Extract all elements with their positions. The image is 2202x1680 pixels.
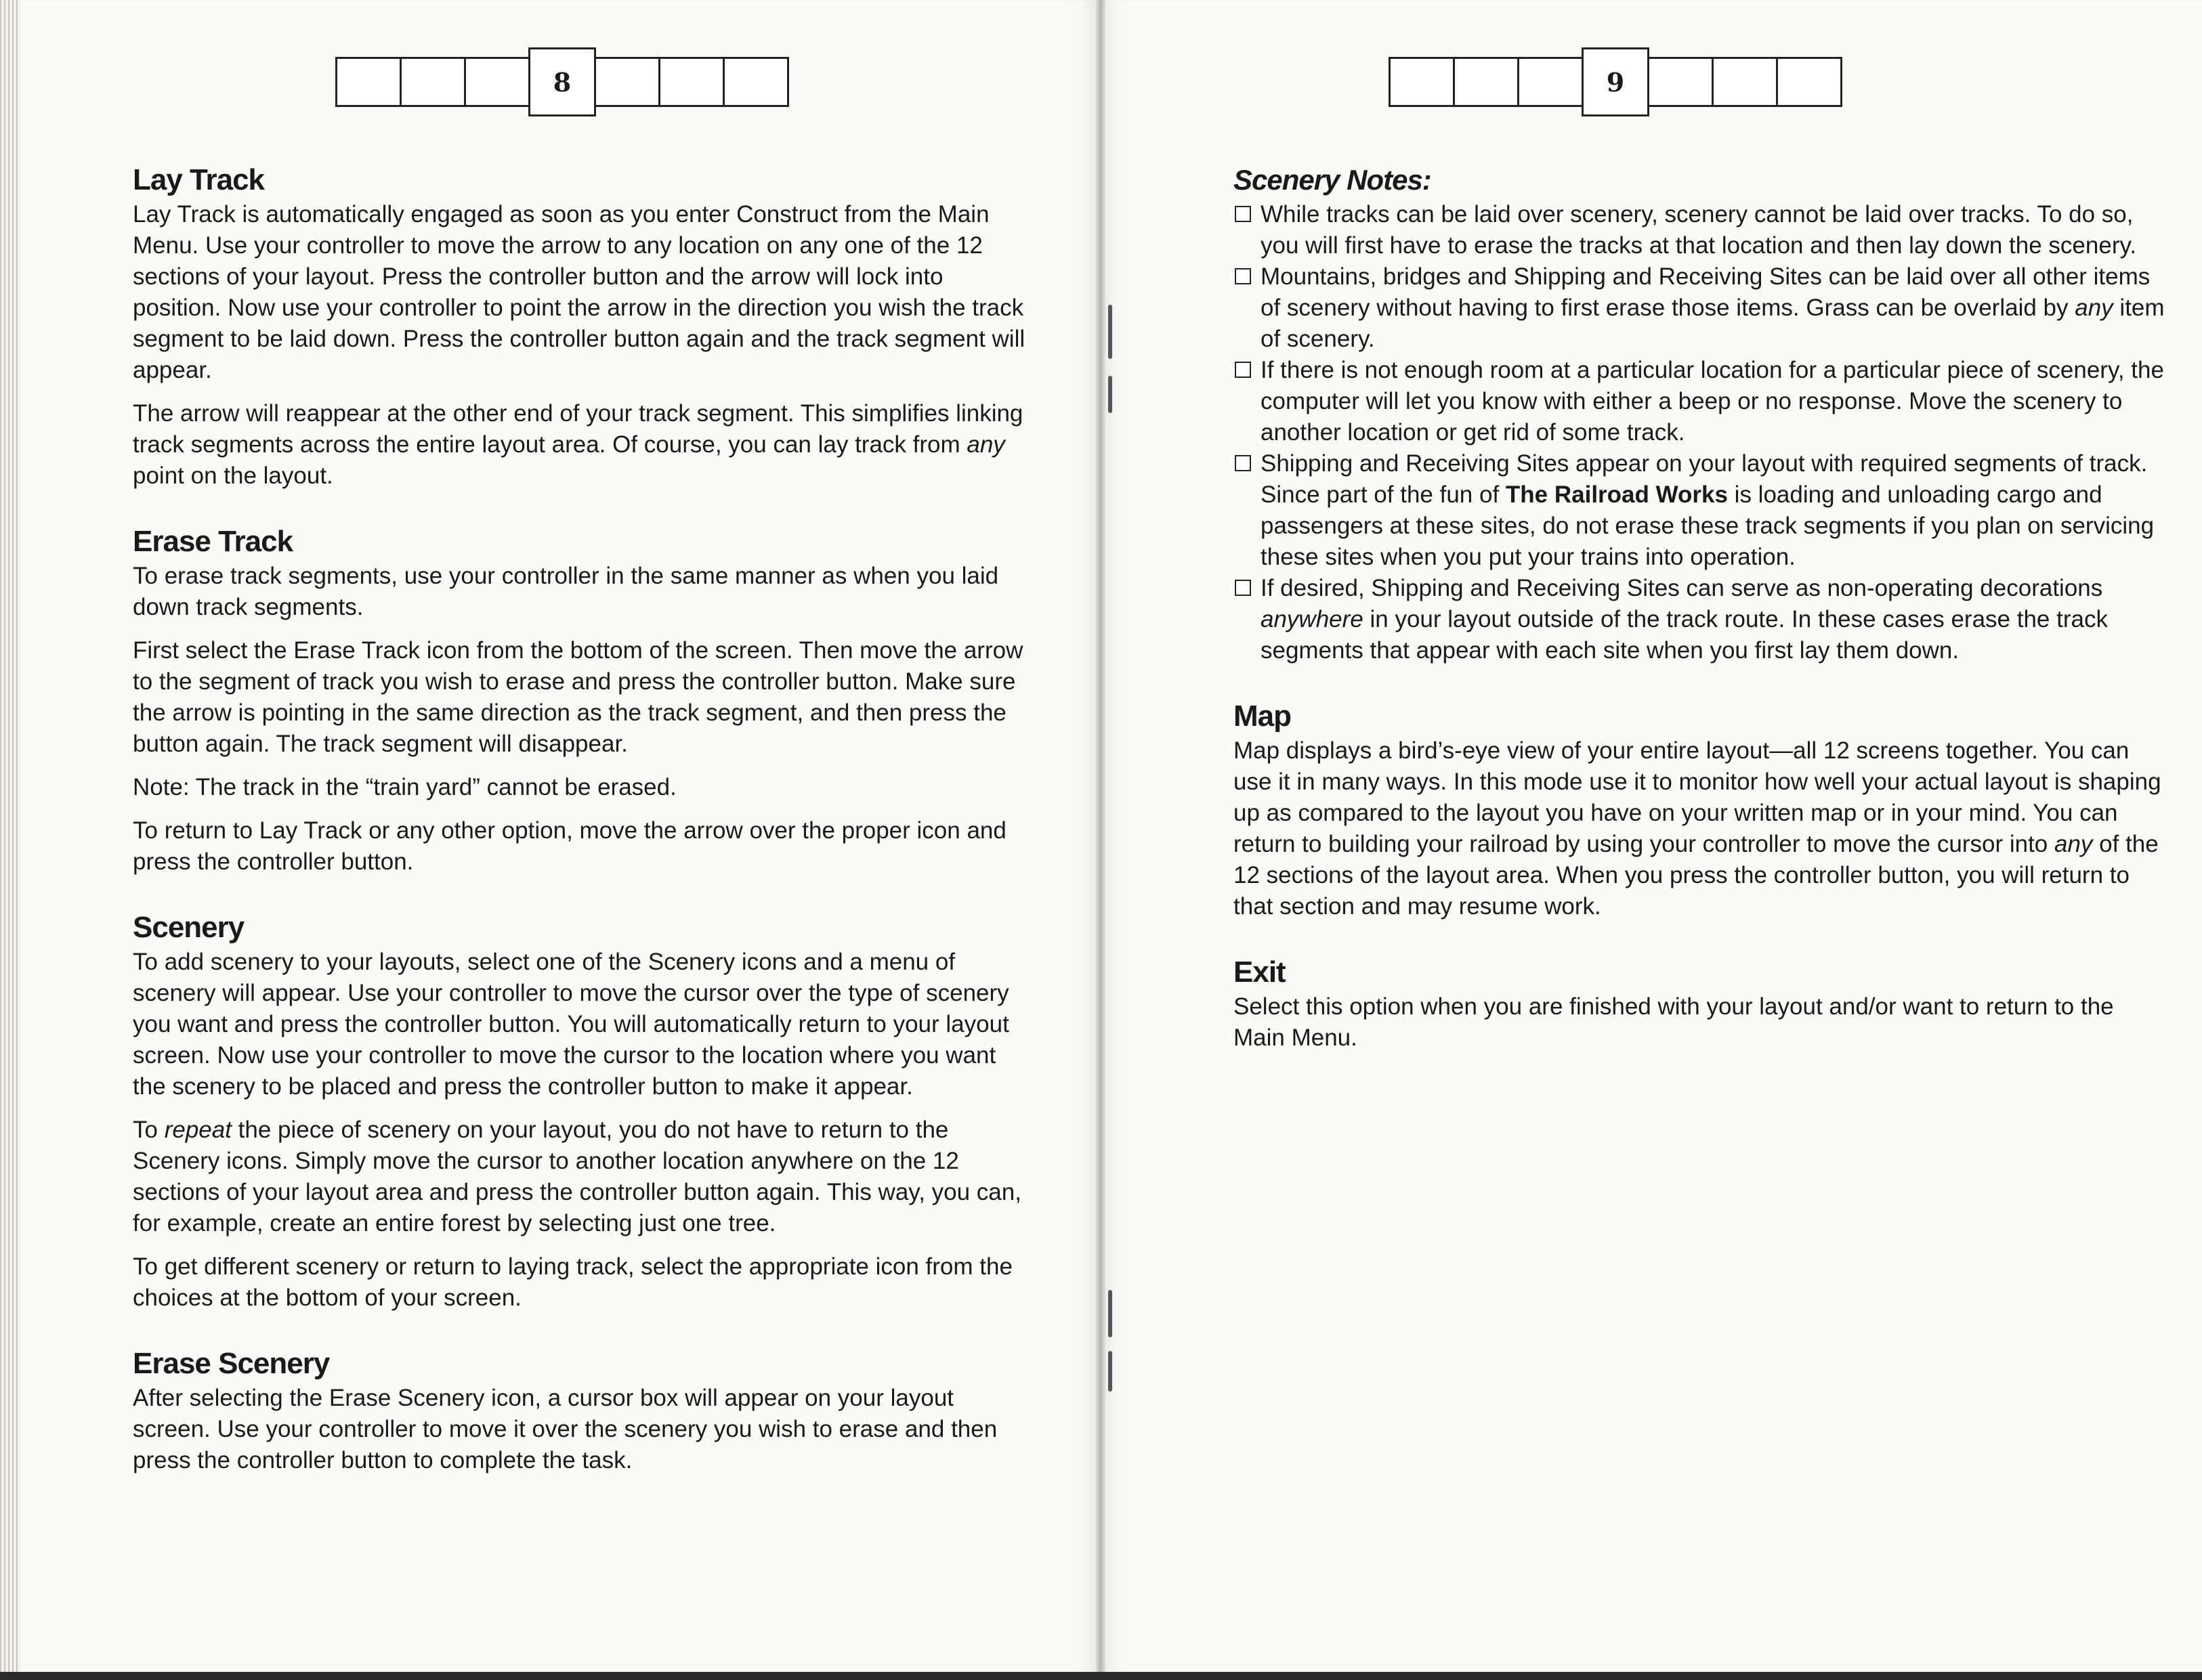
page-number-header [337, 47, 789, 116]
list-item [1233, 448, 2168, 573]
paragraph [1233, 735, 2168, 922]
text: To [133, 1117, 165, 1143]
paragraph [133, 1115, 1027, 1239]
page-number: 9 [1582, 47, 1649, 116]
header-cell [1712, 57, 1778, 107]
paragraph: To add scenery to your layouts, select one of the Scenery icons and a menu of scenery will appear. Use your controller to move the cursor over the type of scenery you want and press the controller button. You will automatically return to your layout screen. Now use your controller to move the cursor to the location where you want the scenery to be placed and press the controller button to make it appear. [133, 949, 1009, 1100]
right-column [1233, 161, 2168, 1085]
staple [1108, 1351, 1112, 1392]
paragraph: To erase track segments, use your controller in the same manner as when you laid down track segments. [133, 563, 999, 620]
section-map [1233, 697, 2168, 922]
list-item [1233, 261, 2168, 355]
section-exit [1233, 953, 2168, 1054]
section-title: Scenery [133, 911, 245, 944]
section-title: Exit [1233, 955, 1286, 989]
header-cell [400, 57, 466, 107]
text: Map displays a bird’s-eye view of your entire layout—all 12 screens together. You can use it in many ways. In this mode use it to monitor how well your actual layout is shaping up as compared to the layout you have on your written map or in your mind. You can return to building your railroad by using your controller to move the cursor into [1233, 737, 2161, 857]
product-name: The Railroad Works [1505, 481, 1728, 508]
text: Mountains, bridges and Shipping and Receiving Sites can be laid over all other items of scenery without having to first erase those items. Grass can be overlaid by [1261, 263, 2151, 321]
checkbox-icon [1235, 362, 1251, 378]
notes-list [1233, 199, 2168, 666]
list-item [1233, 199, 2168, 261]
section-title: Erase Scenery [133, 1347, 330, 1380]
header-cell [1389, 57, 1455, 107]
emphasis: repeat [164, 1117, 232, 1143]
checkbox-icon [1235, 268, 1251, 284]
section-title: Scenery Notes: [1233, 164, 1431, 196]
list-item [1233, 355, 2168, 448]
left-column [133, 161, 1027, 1507]
header-cell [335, 57, 402, 107]
text: The arrow will reappear at the other end of your track segment. This simplifies linking track segments across the entire layout area. Of course, you can lay track from [133, 400, 1023, 458]
text: in your layout outside of the track route. In these cases erase the track segments that appear with each site when you first lay them down. [1261, 606, 2108, 664]
header-cell [1517, 57, 1584, 107]
paragraph: First select the Erase Track icon from the bottom of the screen. Then move the arrow to the segment of track you wish to erase and press the controller button. Make sure the arrow is pointing in the same direction as the track segment, and then press the button again. The track segment will disappear. [133, 637, 1023, 757]
paragraph [133, 398, 1027, 492]
text: While tracks can be laid over scenery, scenery cannot be laid over tracks. To do so, you will first have to erase the tracks at that location and then lay down the scenery. [1261, 201, 2137, 259]
paragraph: After selecting the Erase Scenery icon, a cursor box will appear on your layout screen. Use your controller to move it over the scenery you wish to erase and then press the controller button to complete the task. [133, 1385, 998, 1473]
section-erase-scenery [133, 1345, 1027, 1476]
paragraph: Lay Track is automatically engaged as soon as you enter Construct from the Main Menu. Use your controller to move the arrow to any location on any one of the 12 sections of your layout. Press the controller button and the arrow will lock into position. Now use your controller to point the arrow in the direction you wish the track segment to be laid down. Press the controller button again and the track segment will appear. [133, 201, 1025, 383]
checkbox-icon [1235, 580, 1251, 596]
header-cell [1647, 57, 1714, 107]
text: Shipping and Receiving Sites appear on your layout with required segments of track. Since part of the fun of [1261, 450, 2148, 508]
header-cell [1776, 57, 1842, 107]
staple [1108, 1290, 1112, 1337]
section-title: Lay Track [133, 163, 265, 196]
checkbox-icon [1235, 206, 1251, 222]
emphasis: any [967, 431, 1005, 458]
text: If there is not enough room at a particular location for a particular piece of scenery, the computer will let you know with either a beep or no response. Move the scenery to another location or get rid of some track. [1261, 357, 2164, 446]
staple [1108, 305, 1112, 359]
text: the piece of scenery on your layout, you do not have to return to the Scenery icons. Simply move the cursor to another location anywhere on the 12 sections of your layout area and press the controller button again. This way, you can, for example, create an entire forest by selecting just one tree. [133, 1117, 1021, 1236]
header-cell [658, 57, 725, 107]
staple [1108, 376, 1112, 413]
text: of the 12 sections of the layout area. When you press the controller button, you will return to that section and may resume work. [1233, 831, 2159, 920]
paragraph: To return to Lay Track or any other option, move the arrow over the proper icon and press the controller button. [133, 817, 1007, 875]
emphasis: any [2054, 831, 2093, 857]
bottom-edge [0, 1672, 2202, 1680]
paragraph: Select this option when you are finished with your layout and/or want to return to the Main Menu. [1233, 993, 2114, 1051]
section-title: Map [1233, 699, 1291, 733]
header-cell [594, 57, 660, 107]
header-cell [723, 57, 789, 107]
emphasis: anywhere [1261, 606, 1363, 632]
header-cell [1453, 57, 1519, 107]
page-number-header [1391, 47, 1842, 116]
book-gutter [1096, 0, 1105, 1680]
section-title: Erase Track [133, 525, 293, 558]
text: point on the layout. [133, 462, 333, 489]
page-edges [0, 0, 20, 1680]
list-item [1233, 573, 2168, 666]
text: item of scenery. [1261, 295, 2165, 352]
paragraph: To get different scenery or return to laying track, select the appropriate icon from the choices at the bottom of your screen. [133, 1253, 1013, 1311]
text: If desired, Shipping and Receiving Sites can serve as non-operating decorations [1261, 575, 2103, 601]
section-lay-track [133, 161, 1027, 492]
section-scenery-notes [1233, 161, 2168, 666]
page-number: 8 [528, 47, 596, 116]
header-cell [464, 57, 530, 107]
checkbox-icon [1235, 455, 1251, 471]
section-scenery [133, 909, 1027, 1314]
emphasis: any [2075, 295, 2113, 321]
section-erase-track [133, 523, 1027, 878]
page-9 [1101, 0, 2202, 1680]
paragraph: Note: The track in the “train yard” cannot be erased. [133, 774, 677, 800]
text: is loading and unloading cargo and passengers at these sites, do not erase these track segments if you plan on servicing these sites when you put your trains into operation. [1261, 481, 2155, 570]
